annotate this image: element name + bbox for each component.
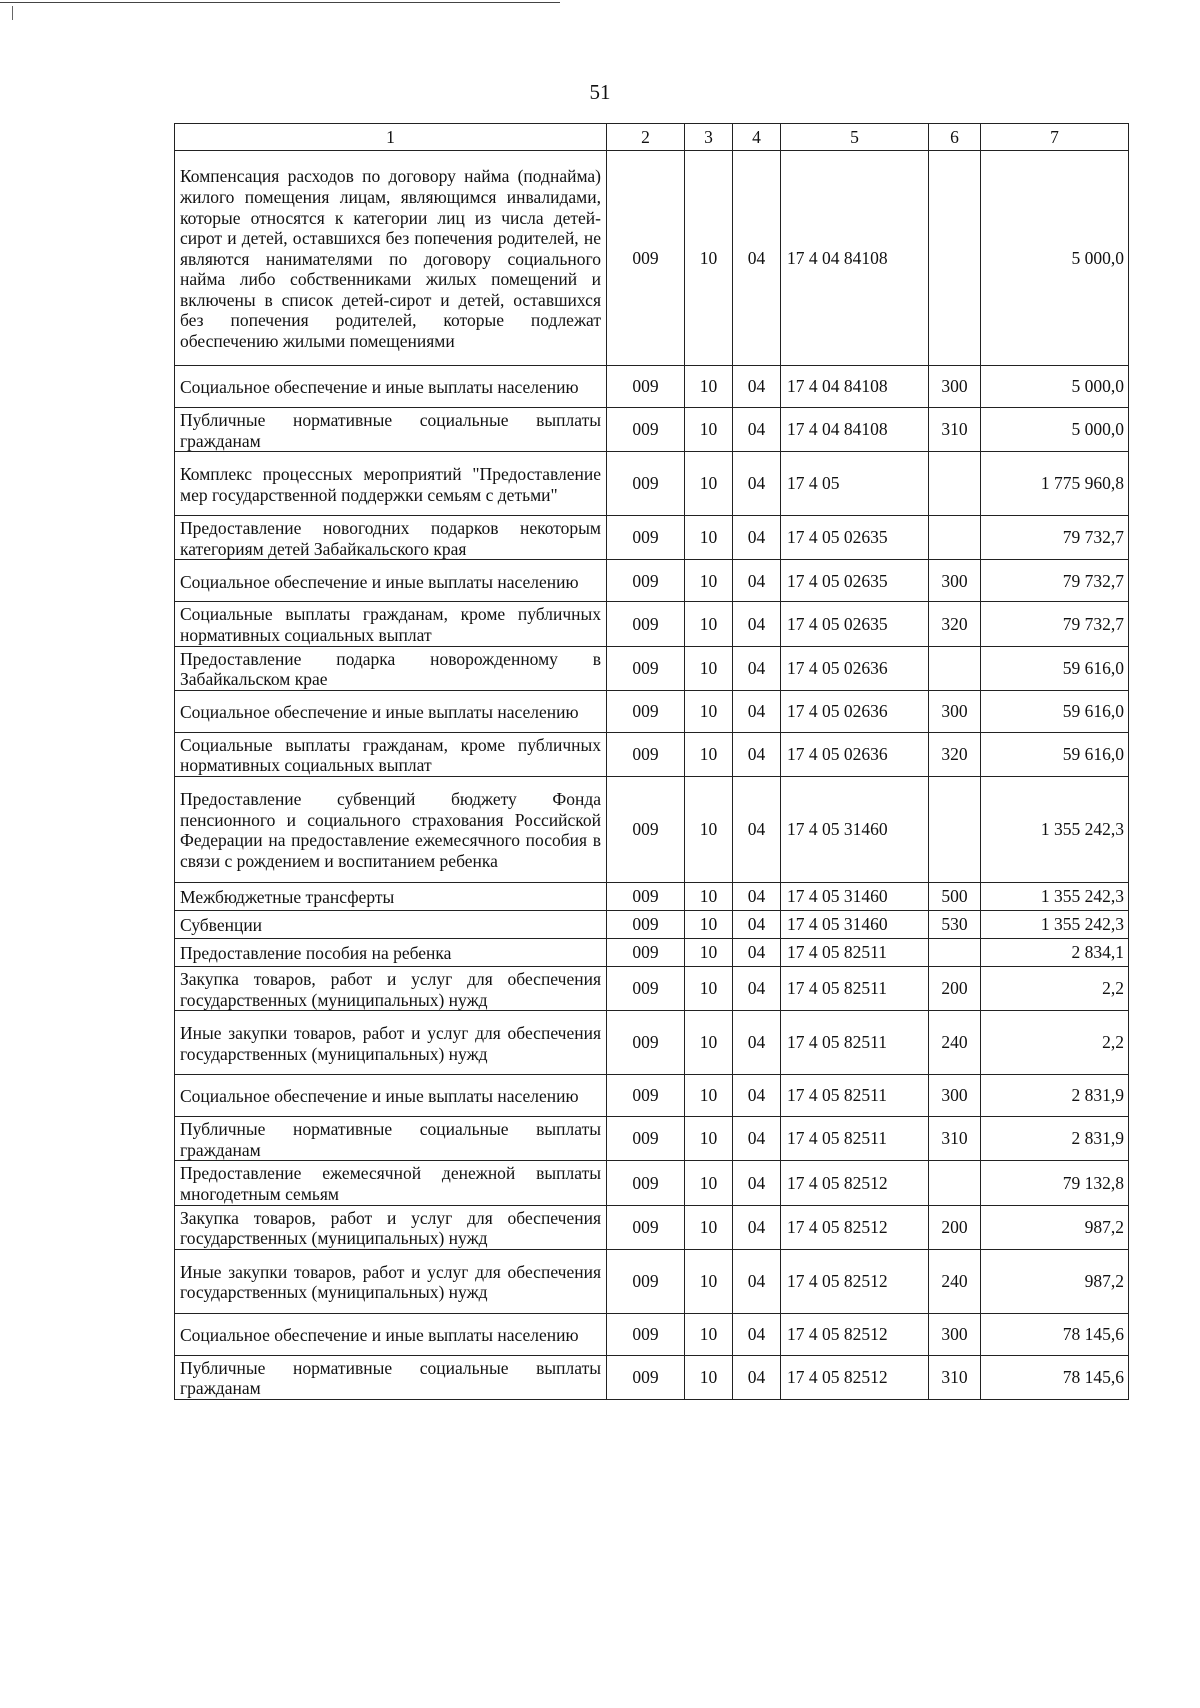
- cell-item-name: Публичные нормативные социальные выплаты гражданам: [175, 1117, 607, 1161]
- cell-target-article: 17 4 05 02636: [781, 646, 929, 690]
- cell-item-name: Социальные выплаты гражданам, кроме публичных нормативных социальных выплат: [175, 602, 607, 646]
- cell-amount: 2,2: [981, 966, 1129, 1010]
- cell-section-code: 10: [685, 516, 733, 560]
- cell-subsection-code: 04: [733, 1117, 781, 1161]
- cell-item-name: Социальное обеспечение и иные выплаты населению: [175, 1313, 607, 1355]
- cell-amount: 2 831,9: [981, 1117, 1129, 1161]
- cell-subsection-code: 04: [733, 1249, 781, 1313]
- table-row: [175, 646, 1129, 690]
- cell-admin-code: 009: [607, 966, 685, 1010]
- cell-section-code: 10: [685, 560, 733, 602]
- cell-item-name: Публичные нормативные социальные выплаты гражданам: [175, 1355, 607, 1399]
- cell-target-article: 17 4 05: [781, 452, 929, 516]
- cell-subsection-code: 04: [733, 602, 781, 646]
- cell-subsection-code: 04: [733, 882, 781, 910]
- cell-expense-type: 300: [929, 366, 981, 408]
- cell-admin-code: 009: [607, 1249, 685, 1313]
- table-row: [175, 966, 1129, 1010]
- cell-target-article: 17 4 05 02635: [781, 560, 929, 602]
- cell-expense-type: [929, 516, 981, 560]
- cell-target-article: 17 4 05 82512: [781, 1205, 929, 1249]
- cell-target-article: 17 4 05 82511: [781, 1117, 929, 1161]
- cell-expense-type: 300: [929, 560, 981, 602]
- cell-expense-type: 240: [929, 1249, 981, 1313]
- cell-amount: 1 775 960,8: [981, 452, 1129, 516]
- table-row: [175, 1355, 1129, 1399]
- cell-admin-code: 009: [607, 452, 685, 516]
- cell-admin-code: 009: [607, 1117, 685, 1161]
- cell-section-code: 10: [685, 151, 733, 366]
- cell-admin-code: 009: [607, 602, 685, 646]
- cell-section-code: 10: [685, 1117, 733, 1161]
- cell-amount: 79 732,7: [981, 560, 1129, 602]
- cell-item-name: Социальное обеспечение и иные выплаты населению: [175, 560, 607, 602]
- cell-item-name: Социальное обеспечение и иные выплаты населению: [175, 1075, 607, 1117]
- table-row: [175, 1161, 1129, 1205]
- cell-subsection-code: 04: [733, 646, 781, 690]
- cell-item-name: Предоставление подарка новорожденному в Забайкальском крае: [175, 646, 607, 690]
- table-row: [175, 1205, 1129, 1249]
- cell-section-code: 10: [685, 882, 733, 910]
- budget-table: [174, 123, 1129, 1400]
- cell-section-code: 10: [685, 690, 733, 732]
- cell-expense-type: 310: [929, 1117, 981, 1161]
- cell-subsection-code: 04: [733, 732, 781, 776]
- cell-amount: 1 355 242,3: [981, 910, 1129, 938]
- cell-expense-type: 320: [929, 732, 981, 776]
- cell-admin-code: 009: [607, 732, 685, 776]
- cell-subsection-code: 04: [733, 560, 781, 602]
- cell-expense-type: 200: [929, 966, 981, 1010]
- cell-expense-type: 320: [929, 602, 981, 646]
- cell-admin-code: 009: [607, 1355, 685, 1399]
- cell-subsection-code: 04: [733, 151, 781, 366]
- cell-admin-code: 009: [607, 408, 685, 452]
- cell-admin-code: 009: [607, 560, 685, 602]
- cell-expense-type: [929, 776, 981, 882]
- cell-target-article: 17 4 05 82512: [781, 1249, 929, 1313]
- margin-mark: [12, 6, 13, 20]
- cell-amount: 59 616,0: [981, 646, 1129, 690]
- table-row: [175, 516, 1129, 560]
- cell-item-name: Субвенции: [175, 910, 607, 938]
- cell-target-article: 17 4 05 31460: [781, 910, 929, 938]
- cell-admin-code: 009: [607, 366, 685, 408]
- cell-amount: 987,2: [981, 1205, 1129, 1249]
- cell-target-article: 17 4 05 82512: [781, 1313, 929, 1355]
- cell-item-name: Предоставление субвенций бюджету Фонда пенсионного и социального страхования Российской Федерации на предоставление ежемесячного пособия в связи с рождением и воспитанием ребенка: [175, 776, 607, 882]
- cell-amount: 5 000,0: [981, 151, 1129, 366]
- cell-expense-type: 310: [929, 1355, 981, 1399]
- cell-item-name: Компенсация расходов по договору найма (поднайма) жилого помещения лицам, являющимся инвалидами, которые относятся к категории лиц из числа детей-сирот и детей, оставшихся без попечения родителей, не являются нанимателями по договору социального найма либо собственниками жилых помещений и включены в список детей-сирот и детей, оставшихся без попечения родителей, которые подлежат обеспечению жилыми помещениями: [175, 151, 607, 366]
- cell-admin-code: 009: [607, 1313, 685, 1355]
- cell-admin-code: 009: [607, 1011, 685, 1075]
- cell-subsection-code: 04: [733, 366, 781, 408]
- cell-target-article: 17 4 05 82511: [781, 938, 929, 966]
- cell-section-code: 10: [685, 1355, 733, 1399]
- column-header-7: 7: [981, 124, 1129, 151]
- cell-subsection-code: 04: [733, 1075, 781, 1117]
- cell-section-code: 10: [685, 452, 733, 516]
- cell-expense-type: 310: [929, 408, 981, 452]
- cell-target-article: 17 4 05 82511: [781, 1011, 929, 1075]
- cell-subsection-code: 04: [733, 1205, 781, 1249]
- cell-item-name: Социальные выплаты гражданам, кроме публичных нормативных социальных выплат: [175, 732, 607, 776]
- cell-section-code: 10: [685, 776, 733, 882]
- cell-subsection-code: 04: [733, 910, 781, 938]
- cell-item-name: Иные закупки товаров, работ и услуг для обеспечения государственных (муниципальных) нужд: [175, 1249, 607, 1313]
- table-row: [175, 151, 1129, 366]
- cell-item-name: Комплекс процессных мероприятий "Предоставление мер государственной поддержки семьям с детьми": [175, 452, 607, 516]
- cell-item-name: Закупка товаров, работ и услуг для обеспечения государственных (муниципальных) нужд: [175, 1205, 607, 1249]
- column-header-6: 6: [929, 124, 981, 151]
- cell-admin-code: 009: [607, 151, 685, 366]
- cell-expense-type: 500: [929, 882, 981, 910]
- column-header-1: 1: [175, 124, 607, 151]
- cell-subsection-code: 04: [733, 938, 781, 966]
- cell-target-article: 17 4 04 84108: [781, 408, 929, 452]
- cell-expense-type: 200: [929, 1205, 981, 1249]
- cell-admin-code: 009: [607, 938, 685, 966]
- cell-section-code: 10: [685, 1075, 733, 1117]
- cell-target-article: 17 4 05 02636: [781, 732, 929, 776]
- cell-subsection-code: 04: [733, 408, 781, 452]
- table-row: [175, 732, 1129, 776]
- cell-section-code: 10: [685, 1313, 733, 1355]
- table-row: [175, 690, 1129, 732]
- cell-section-code: 10: [685, 1205, 733, 1249]
- cell-target-article: 17 4 04 84108: [781, 151, 929, 366]
- cell-expense-type: [929, 1161, 981, 1205]
- cell-amount: 79 132,8: [981, 1161, 1129, 1205]
- cell-item-name: Предоставление новогодних подарков некоторым категориям детей Забайкальского края: [175, 516, 607, 560]
- cell-amount: 59 616,0: [981, 690, 1129, 732]
- column-header-4: 4: [733, 124, 781, 151]
- cell-amount: 1 355 242,3: [981, 776, 1129, 882]
- cell-section-code: 10: [685, 602, 733, 646]
- table-row: [175, 938, 1129, 966]
- table-row: [175, 602, 1129, 646]
- cell-expense-type: [929, 646, 981, 690]
- cell-subsection-code: 04: [733, 776, 781, 882]
- cell-target-article: 17 4 04 84108: [781, 366, 929, 408]
- cell-admin-code: 009: [607, 516, 685, 560]
- cell-amount: 78 145,6: [981, 1355, 1129, 1399]
- cell-admin-code: 009: [607, 910, 685, 938]
- cell-item-name: Предоставление пособия на ребенка: [175, 938, 607, 966]
- cell-admin-code: 009: [607, 646, 685, 690]
- cell-amount: 78 145,6: [981, 1313, 1129, 1355]
- cell-target-article: 17 4 05 82511: [781, 1075, 929, 1117]
- cell-admin-code: 009: [607, 882, 685, 910]
- table-row: [175, 452, 1129, 516]
- cell-amount: 59 616,0: [981, 732, 1129, 776]
- cell-target-article: 17 4 05 02635: [781, 516, 929, 560]
- cell-expense-type: [929, 452, 981, 516]
- column-header-3: 3: [685, 124, 733, 151]
- cell-expense-type: 240: [929, 1011, 981, 1075]
- cell-target-article: 17 4 05 82512: [781, 1355, 929, 1399]
- table-row: [175, 882, 1129, 910]
- cell-section-code: 10: [685, 732, 733, 776]
- cell-target-article: 17 4 05 02636: [781, 690, 929, 732]
- cell-section-code: 10: [685, 938, 733, 966]
- cell-expense-type: 300: [929, 1075, 981, 1117]
- cell-subsection-code: 04: [733, 1313, 781, 1355]
- table-row: [175, 1011, 1129, 1075]
- cell-expense-type: [929, 938, 981, 966]
- table-row: [175, 910, 1129, 938]
- cell-amount: 5 000,0: [981, 366, 1129, 408]
- cell-amount: 79 732,7: [981, 516, 1129, 560]
- table-row: [175, 408, 1129, 452]
- header-row: [175, 124, 1129, 151]
- cell-target-article: 17 4 05 31460: [781, 882, 929, 910]
- cell-subsection-code: 04: [733, 1355, 781, 1399]
- cell-section-code: 10: [685, 1249, 733, 1313]
- column-header-2: 2: [607, 124, 685, 151]
- cell-item-name: Закупка товаров, работ и услуг для обеспечения государственных (муниципальных) нужд: [175, 966, 607, 1010]
- cell-amount: 987,2: [981, 1249, 1129, 1313]
- cell-target-article: 17 4 05 82511: [781, 966, 929, 1010]
- table-row: [175, 1117, 1129, 1161]
- top-rule: [0, 2, 560, 3]
- cell-subsection-code: 04: [733, 452, 781, 516]
- cell-admin-code: 009: [607, 690, 685, 732]
- cell-amount: 79 732,7: [981, 602, 1129, 646]
- cell-section-code: 10: [685, 1011, 733, 1075]
- cell-section-code: 10: [685, 408, 733, 452]
- cell-target-article: 17 4 05 82512: [781, 1161, 929, 1205]
- table-row: [175, 560, 1129, 602]
- cell-item-name: Предоставление ежемесячной денежной выплаты многодетным семьям: [175, 1161, 607, 1205]
- cell-expense-type: 300: [929, 1313, 981, 1355]
- column-header-5: 5: [781, 124, 929, 151]
- cell-section-code: 10: [685, 646, 733, 690]
- cell-amount: 5 000,0: [981, 408, 1129, 452]
- table-row: [175, 1075, 1129, 1117]
- cell-item-name: Социальное обеспечение и иные выплаты населению: [175, 690, 607, 732]
- cell-admin-code: 009: [607, 1205, 685, 1249]
- cell-subsection-code: 04: [733, 1161, 781, 1205]
- cell-subsection-code: 04: [733, 966, 781, 1010]
- cell-admin-code: 009: [607, 1075, 685, 1117]
- cell-target-article: 17 4 05 02635: [781, 602, 929, 646]
- cell-amount: 2 834,1: [981, 938, 1129, 966]
- cell-expense-type: 300: [929, 690, 981, 732]
- cell-target-article: 17 4 05 31460: [781, 776, 929, 882]
- page-number: 51: [589, 80, 611, 104]
- cell-section-code: 10: [685, 366, 733, 408]
- cell-item-name: Социальное обеспечение и иные выплаты населению: [175, 366, 607, 408]
- cell-admin-code: 009: [607, 1161, 685, 1205]
- cell-amount: 2,2: [981, 1011, 1129, 1075]
- table-row: [175, 1249, 1129, 1313]
- cell-expense-type: [929, 151, 981, 366]
- table-row: [175, 776, 1129, 882]
- cell-item-name: Межбюджетные трансферты: [175, 882, 607, 910]
- table-row: [175, 366, 1129, 408]
- cell-item-name: Публичные нормативные социальные выплаты гражданам: [175, 408, 607, 452]
- cell-section-code: 10: [685, 966, 733, 1010]
- cell-section-code: 10: [685, 1161, 733, 1205]
- cell-amount: 2 831,9: [981, 1075, 1129, 1117]
- cell-section-code: 10: [685, 910, 733, 938]
- cell-expense-type: 530: [929, 910, 981, 938]
- cell-subsection-code: 04: [733, 690, 781, 732]
- cell-subsection-code: 04: [733, 1011, 781, 1075]
- table-row: [175, 1313, 1129, 1355]
- cell-subsection-code: 04: [733, 516, 781, 560]
- cell-item-name: Иные закупки товаров, работ и услуг для обеспечения государственных (муниципальных) нужд: [175, 1011, 607, 1075]
- cell-admin-code: 009: [607, 776, 685, 882]
- cell-amount: 1 355 242,3: [981, 882, 1129, 910]
